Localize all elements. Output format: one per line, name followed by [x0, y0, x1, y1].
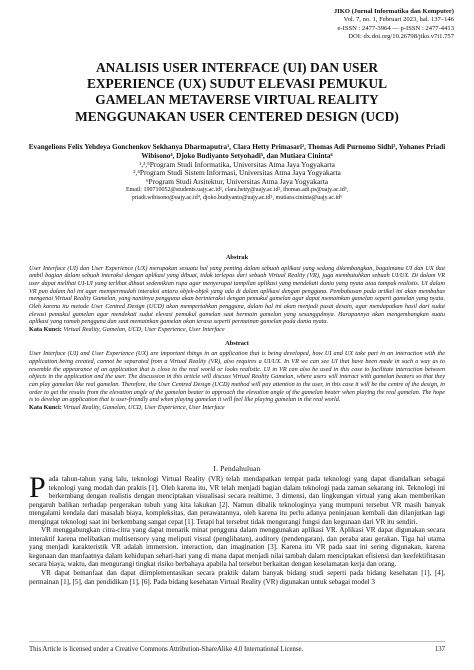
abstract-section — [29, 254, 445, 411]
page-footer — [29, 646, 445, 654]
abstract-heading-id: Abstrak — [225, 254, 249, 261]
title-line: ANALISIS USER INTERFACE (UI) DAN USER — [95, 60, 379, 75]
keywords-id — [29, 326, 445, 334]
body-paragraph — [29, 471, 445, 526]
page-number: 137 — [434, 646, 445, 653]
journal-volume: Vol. 7, no. 1, Februari 2023, hal. 137–146 — [343, 16, 454, 24]
keywords-values: Virtual Reality, Gamelan, UCD, User Experience, User Interface — [63, 403, 225, 411]
affiliation: ²,⁴Program Studi Sistem Informasi, Universitas Atma Jaya Yogyakarta — [133, 168, 341, 178]
title-line: MENGGUNAKAN USER CENTERED DESIGN (UCD) — [75, 108, 399, 124]
author-names: Evangelions Felix Yehdeya Gonchenkov Sekhanya Dharmaputra¹, Clara Hetty Primasari², Thomas Adi Purnomo Sidhi³, Yohanes Priadi Wibisono⁴, Djoko Budiyanto Setyohadi⁵, dan Mutiara Cininta⁶ — [28, 143, 446, 160]
body-paragraph: VR menggabungkan citra-citra yang dapat menarik minat pengguna dalam menggunakan aplikasi VR. Aplikasi VR dapat digunakan secara interaktif karena melibatkan multisensory yang meliputi visual (penglihatan), auditory (pendengaran), dan peraba atau gerakan. Tiga hal utama yang menjadi karakteristik VR adalah immersion, interaction, dan imagination [3]. Karena itu VR pada saat ini sering digunakan, karena kegunaan dan manfaatnya dalam kehidupan sehari-hari yang di mana dapat menjadi nilai tambah dalam menciptakan efisiensi dan keefektifitasan secara biaya, waktu, dan mengurangi tingkat risiko berbahaya apabila hal tersebut berkaitan dengan keselamatan kerja dan orang. — [29, 526, 445, 569]
section-heading: I. Pendahuluan — [213, 464, 261, 473]
paper-title — [30, 60, 444, 125]
license-text: This Article is licensed under a Creative Commons Attribution-ShareAlike 4.0 International License. — [29, 646, 304, 653]
keywords-values: Virtual Reality, Gamelan, UCD, User Experience, User Interface — [63, 325, 225, 333]
keywords-label: Kata Kunci: — [29, 403, 62, 411]
abstract-text-en: User Interface (UI) and User Experience (UX) are important things in an application that is being developed, how UI and UX take part in an interaction with the application being created, cannot be separated from a Virtual Reality (VR), also requires a UI/UX. In VR we can see UI that have been made in such a way as to resemble the appearance of an application that is close to the real world or looks realistic. UI in VR can also be used in this case to facilitate interaction between objects in the application and the user. The discussion in this article will discuss Virtual Reality Gamelan, where users will interact with gamelan beaters so that they can play gamelan like real gamelan. Therefore, the User Centred Design (UCD) method will pay attention to the user, in this case it will be the centre of the design, in order to get the results from the elevation angle of the gamelan beater to approach the elevation angle of the gamelan beater when playing the real gamelan. The hope is to develop an application that is user-friendly and when playing gamelan it will feel like playing gamelan in the real world. — [29, 350, 445, 404]
journal-name: JIKO (Jurnal Informatika dan Komputer) — [333, 8, 454, 15]
author-emails: priadi.wibisono@uajy.ac.id⁴, djoko.budiyanto@uajy.ac.id⁵, mutiara.cininta@uajy.ac.id⁶ — [131, 194, 343, 201]
paragraph-text: ada tahun-tahun yang lalu, teknologi Virtual Reality (VR) telah mendapatkan tempat pada teknologi yang dapat diandalkan sebagai teknologi yang modah dan praktis [1]. Oleh karena itu, VR telah menjadi bagian dalam teknologi pada zaman sekarang ini. Teknologi ini berkembang dengan realistis dengan menciptakan visualisasi secara realtime, 3 dimensi, dan lingkungan virtual yang akan memberikan pengaruh balikan terhadap pergerakan tubuh yang kita lakukan [2]. Namun dibalik teknologinya yang mumpuni tersebut VR masih banyak mengalami kendala dari masalah biaya, kompleksitas, dan perawatannya, oleh karena itu perlu adanya peninjauan kembali dan dilanjutkan lagi mengingat teknologi saat ini berkembang sangat cepat [1]. Tetapi hal tersebut tidak mengurangi fungsi dan kegunaan dari VR itu sendiri. — [29, 475, 445, 526]
abstract-heading-en: Abstract — [225, 339, 249, 347]
introduction-body — [29, 471, 445, 586]
journal-issn: e-ISSN : 2477-3964 — p-ISSN : 2477-4413 — [337, 24, 454, 32]
keywords-en — [29, 404, 445, 412]
author-emails: Email: 190710052@students.uajy.ac.id¹, clara.hetty@uajy.ac.id², thomas.adi.ps@uajy.ac.id³, — [125, 186, 349, 193]
affiliation: ⁶Program Studi Arsitektur, Universitas Atma Jaya Yogyakarta — [145, 177, 329, 187]
abstract-text-id: User Interface (UI) dan User Experience (UX) merupakan sesuatu hal yang penting dalam sebuah aplikasi yang sedang dikembangkan, bagaimana UI dan UX ikut ambil bagian dalam sebuah interaksi dengan aplikasi yang dibuat, tidak terlepas dari sebuah Virtual Reality (VR), juga membutuhkan sebuah UI/UX. Di dalam VR user dapat melihat UI-UI yang terlihat dibuat sedemikian rupa agar menyerupai tampilan aplikasi yang mendekati dunia yang nyata atau tampak realistis. UI dalam VR pun dalam hal ini agar mempermudah interaksi antara objek-objek yang ada di dalam aplikasi dengan pengguna. Pembahasan pada artikel ini akan membahas mengenai Virtual Reality Gamelan, yang nantinya pengguna akan berinteraksi dengan pemukul gamelan agar dapat memainkan gamelan seperti gamelan yang nyata. Oleh karena itu metode User Centred Design (UCD) akan mempertahkan pengguna, dalam hal ini akan menjadi pusat desain, agar mendapatkan hasil dari sudut elevasi pemukul gamelan agar mendekati sudut elevasi pemukul gamelan saat bermain gamelan yang sesungguhnya. Harapannya akan mengembangkan suatu aplikasi yang ramah pengguna dan saat memainkan gamelan akan terasa seperti permainan gamelan pada dunia nyata. — [29, 264, 445, 326]
body-paragraph: VR dapat bemanfaat dan dapat diimplementasikan secara praktik dalam banyak bidang studi seperti pada bidang kesehatan [1], [4], permainan [1], [5], dan pendidikan [1], [6]. Pada bidang kesehatan Virtual Reality (VR) digunakan untuk sebagai model 3 — [29, 569, 445, 586]
journal-doi: DOI: dx.doi.org/10.26798/jiko.v7i1.757 — [348, 32, 454, 40]
title-line: EXPERIENCE (UX) SUDUT ELEVASI PEMUKUL — [86, 76, 388, 92]
keywords-label: Kata Kunci: — [29, 325, 62, 333]
title-line: GAMELAN METAVERSE VIRTUAL REALITY — [95, 92, 379, 108]
drop-cap: P — [29, 471, 46, 504]
author-block — [24, 143, 450, 202]
footer-divider — [29, 641, 445, 642]
journal-header — [234, 8, 454, 41]
affiliation: ¹,³,⁵Program Studi Informatika, Universitas Atma Jaya Yogyakarta — [139, 159, 335, 169]
